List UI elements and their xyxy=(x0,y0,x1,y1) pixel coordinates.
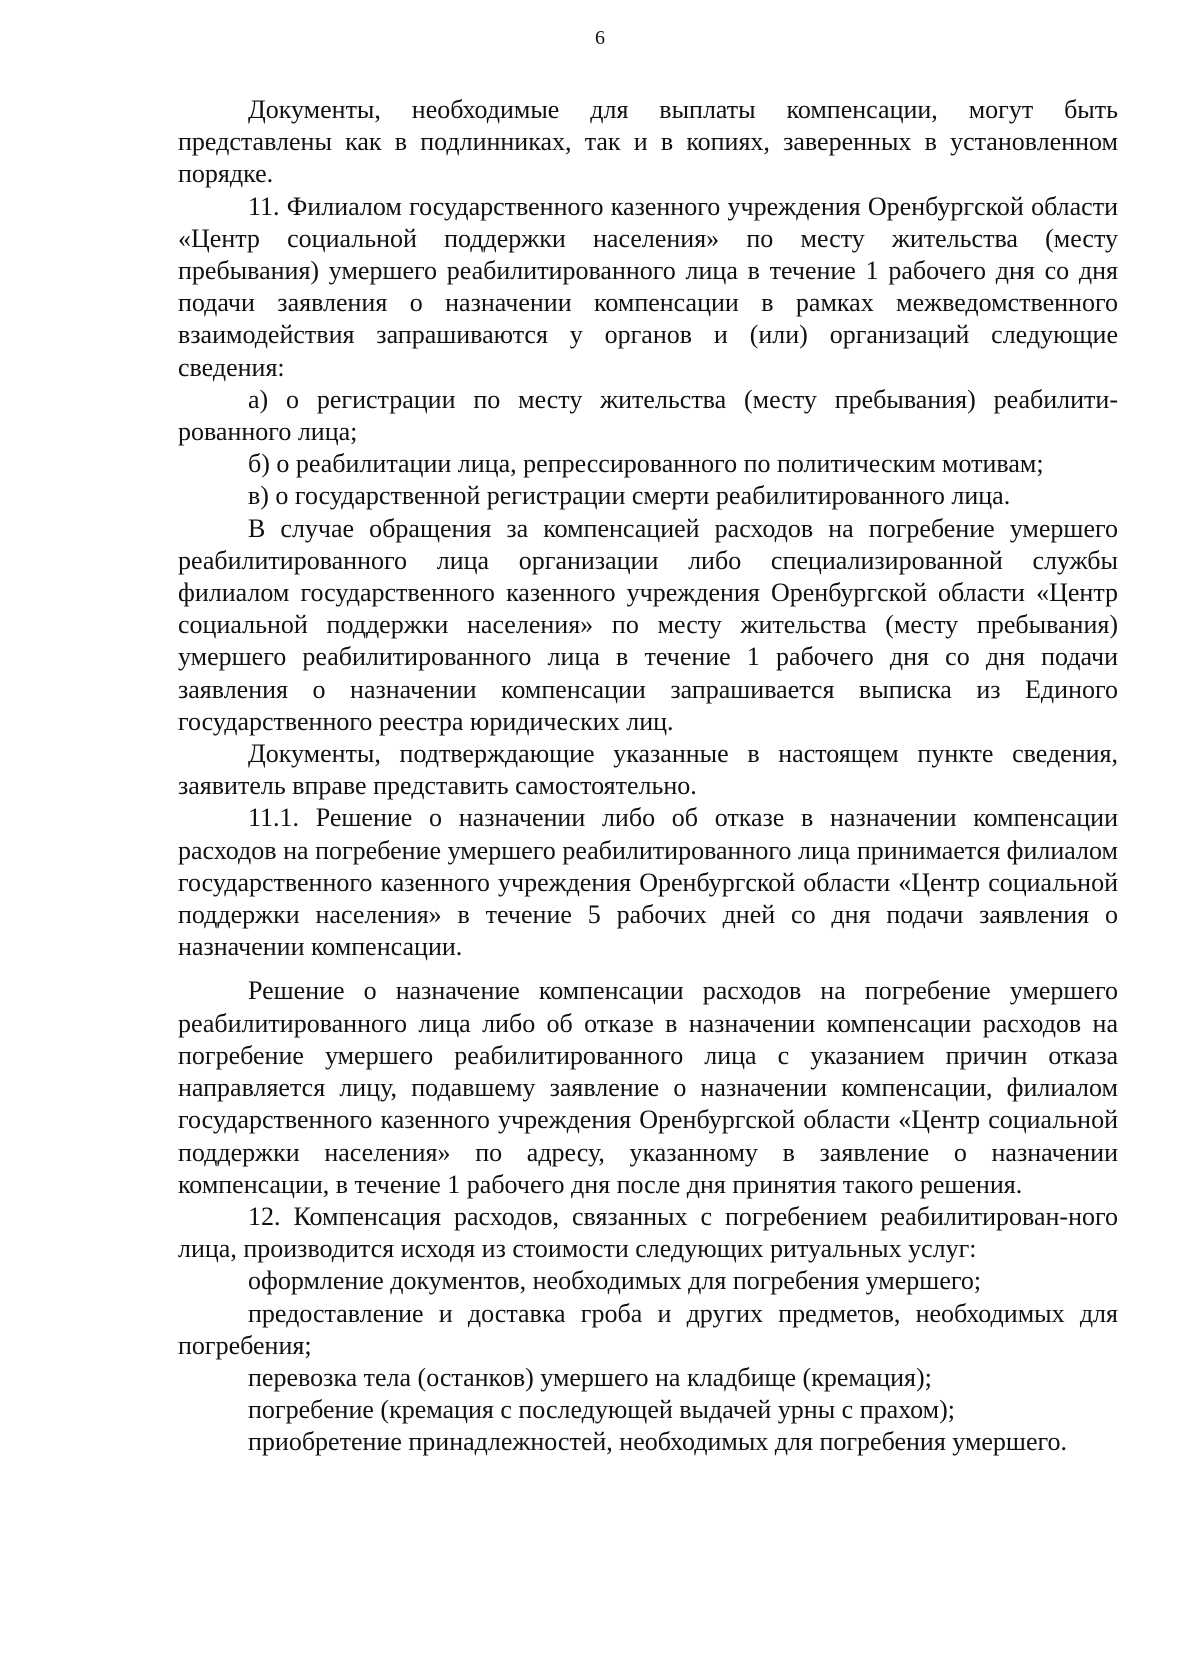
paragraph-applicant-right: Документы, подтверждающие указанные в настоящем пункте сведения, заявитель вправе представить самостоятельно. xyxy=(178,739,1118,801)
paragraph-clause-11: 11. Филиалом государственного казенного учреждения Оренбургской области «Центр социальной поддержки населения» по месту жительства (месту пребывания) умершего реабилитированного лица в течение 1 рабочего дня со дня подачи заявления о назначении компенсации в рамках межведомственного взаимодействия запрашиваются у органов и (или) организаций следующие сведения: xyxy=(178,191,1118,382)
service-item-coffin: предоставление и доставка гроба и других предметов, необходимых для погребения; xyxy=(178,1298,1118,1360)
paragraph-documents-form: Документы, необходимые для выплаты компенсации, могут быть представлены как в подлинниках, так и в копиях, заверенных в установленном порядке. xyxy=(178,95,1118,189)
paragraph-decision-notice: Решение о назначение компенсации расходов на погребение умершего реабилитированного лица либо об отказе в назначении компенсации расходов на погребение умершего реабилитированного лица с указанием причин отказа направляется лицу, подавшему заявление о назначении компенсации, филиалом государственного казенного учреждения Оренбургской области «Центр социальной поддержки населения» по адресу, указанному в заявление о назначении компенсации, в течение 1 рабочего дня после дня принятия такого решения. xyxy=(178,976,1118,1199)
paragraph-organization-request: В случае обращения за компенсацией расходов на погребение умершего реабилитированного лица организации либо специализированной службы филиалом государственного казенного учреждения Оренбургской области «Центр социальной поддержки населения» по месту жительства (месту пребывания) умершего реабилитированного лица в течение 1 рабочего дня со дня подачи заявления о назначении компенсации запрашивается выписка из Единого государственного реестра юридических лиц. xyxy=(178,513,1118,736)
list-item-a: а) о регистрации по месту жительства (месту пребывания) реабилити-рованного лица; xyxy=(178,384,1118,447)
service-item-burial: погребение (кремация с последующей выдачей урны с прахом); xyxy=(248,1395,956,1425)
paragraph-clause-12: 12. Компенсация расходов, связанных с погребением реабилитирован-ного лица, производится исходя из стоимости следующих ритуальных услуг: xyxy=(178,1201,1118,1264)
service-item-documents: оформление документов, необходимых для погребения умершего; xyxy=(248,1266,982,1296)
list-item-b: б) о реабилитации лица, репрессированного по политическим мотивам; xyxy=(248,449,1044,479)
paragraph-clause-11-1: 11.1. Решение о назначении либо об отказе в назначении компенсации расходов на погребение умершего реабилитированного лица принимается филиалом государственного казенного учреждения Оренбургской области «Центр социальной поддержки населения» в течение 5 рабочих дней со дня подачи заявления о назначении компенсации. xyxy=(178,803,1118,962)
service-item-accessories: приобретение принадлежностей, необходимых для погребения умершего. xyxy=(248,1427,1068,1457)
page-number: 6 xyxy=(595,27,605,49)
list-item-v: в) о государственной регистрации смерти реабилитированного лица. xyxy=(248,481,1011,511)
service-item-transport: перевозка тела (останков) умершего на кладбище (кремация); xyxy=(248,1362,932,1392)
document-body xyxy=(178,94,1118,1459)
